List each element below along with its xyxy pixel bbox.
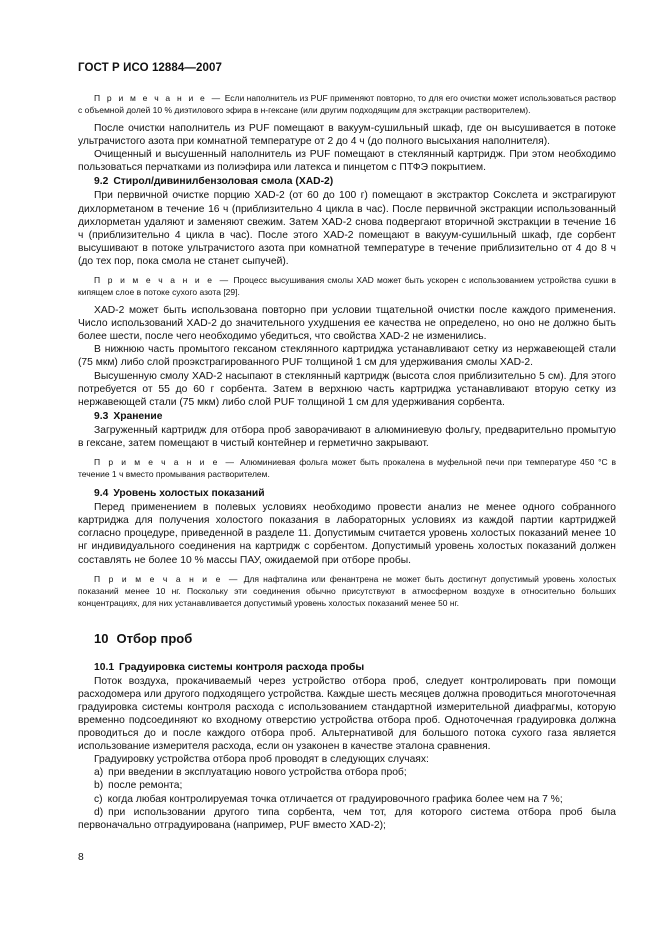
list-item-text: при введении в эксплуатацию нового устройства отбора проб; (108, 767, 407, 779)
calibration-cases-list (78, 766, 616, 831)
note-text: Если наполнитель из PUF применяют повторно, то для его очистки может использоваться раствор с объемной долей 10 % диэтилового эфира в н-гексане (или другим подходящим для экстракции растворителем). (78, 93, 616, 115)
note-text: Алюминиевая фольга может быть прокалена в муфельной печи при температуре 450 °С в течение 1 ч вместо промывания растворителем. (78, 457, 616, 480)
list-item (78, 793, 616, 806)
heading-10-1 (94, 661, 616, 674)
note-1 (78, 92, 616, 116)
paragraph: Высушенную смолу ХАD-2 насыпают в стеклянный картридж (высота слоя приблизительно 5 см). Для этого потребуется от 55 до 60 г сорбента. Затем в верхнюю часть картриджа устанавливают вторую сетку из нержавеющей стали (75 мкм) либо слой PUF толщиной 1 см для удерживания сорбента. (78, 370, 616, 408)
note-label: П р и м е ч а н и е — (94, 93, 223, 103)
paragraph: Поток воздуха, прокачиваемый через устройство отбора проб, следует контролировать при помощи расходомера или другого подходящего устройства. Каждые шесть месяцев должна проводиться многоточечная градуировка системы контроля расхода с использованием стандартной измерительной диафрагмы, которую временно подсоединяют ко входному отверстию устройства отбора проб. Одноточечная градуировка должна проводиться до и после каждого отбора проб. Альтернативой для большого потока сухого газа является использование измерителя расхода, если он узаконен в качестве эталона сравнения. (78, 675, 616, 753)
list-marker: с) (94, 793, 103, 805)
heading-9-4 (94, 487, 616, 500)
list-marker: а) (94, 767, 104, 779)
list-item-text: при использовании другого типа сорбента, чем тот, для которого система отбора проб была первоначально отградуирована (например, PUF вместо ХАD-2); (78, 806, 616, 831)
heading-9-3 (94, 410, 616, 423)
list-item (78, 779, 616, 792)
note-3 (78, 456, 616, 480)
list-marker: d) (94, 806, 104, 818)
heading-number: 9.3 (94, 410, 109, 422)
note-label: П р и м е ч а н и е — (94, 275, 231, 286)
note-text: Для нафталина или фенантрена не может быть достигнут допустимый уровень холостых показаний менее 10 нг. Поскольку эти соединения обычно присутствуют в атмосферном воздухе в относительно больших концентрациях, для них устанавливается допустимый уровень холостых показаний менее 50 нг. (78, 573, 616, 608)
note-label: П р и м е ч а н и е — (94, 573, 240, 584)
list-item-text: после ремонта; (108, 780, 183, 792)
paragraph: Очищенный и высушенный наполнитель из PUF помещают в стеклянный картридж. При этом необходимо пользоваться перчатками из полиэфира или латекса и пинцетом с ПТФЭ покрытием. (78, 149, 616, 174)
section-heading-10 (94, 631, 616, 647)
heading-text: Отбор проб (116, 630, 193, 646)
paragraph: Загруженный картридж для отбора проб заворачивают в алюминиевую фольгу, предварительно промытую в гексане, затем помещают в чистый контейнер и герметично закрывают. (78, 424, 616, 449)
heading-number: 9.4 (94, 488, 109, 500)
page-number: 8 (78, 852, 84, 863)
list-item (78, 806, 616, 832)
heading-9-2 (94, 175, 616, 188)
heading-number: 9.2 (94, 176, 109, 188)
heading-text: Градуировка системы контроля расхода пробы (119, 661, 365, 673)
paragraph: При первичной очистке порцию ХАD-2 (от 60 до 100 г) помещают в экстрактор Сокслета и экстрагируют дихлорметаном в течение 16 ч (приблизительно 4 цикла в час). После первичной экстракции использованный дихлорметан удаляют и заменяют свежим. Затем ХАD-2 снова подвергают вторичной экстракции в течение 16 ч (приблизительно 4 цикла в час). После этого ХАD-2 помещают в вакуум-сушильный шкаф, где сорбент высушивают в потоке ультрачистого азота при комнатной температуре в течение приблизительно от 4 до 8 ч (до тех пор, пока смола не станет сыпучей). (78, 190, 616, 267)
document-header: ГОСТ Р ИСО 12884—2007 (78, 62, 223, 74)
paragraph: Перед применением в полевых условиях необходимо провести анализ не менее одного собранного картриджа для получения холостого показания в лабораторных условиях из каждой партии картриджей согласно процедуре, приведенной в разделе 11. Допустимым считается уровень холостых показаний менее 10 нг индивидуального соединения на картридж с сорбентом. Допустимый уровень холостых показаний должен составлять не более 10 % массы ПАУ, ожидаемой при отборе пробы. (78, 502, 616, 566)
paragraph: ХАD-2 может быть использована повторно при условии тщательной очистки после каждого применения. Число использований ХАD-2 до значительного ухудшения ее качества не определено, но оно не должно быть более шести, после чего необходимо убедиться, что свойства ХАD-2 не изменились. (78, 305, 616, 343)
page-content (78, 62, 616, 832)
note-4 (78, 573, 616, 609)
heading-text: Стирол/дивинилбензоловая смола (ХАD-2) (113, 176, 334, 188)
list-marker: b) (94, 780, 104, 792)
list-item-text: когда любая контролируемая точка отличается от градуировочного графика более чем на 7 %; (107, 793, 563, 805)
heading-text: Хранение (113, 410, 163, 422)
heading-number: 10.1 (94, 661, 115, 673)
paragraph: В нижнюю часть промытого гексаном стеклянного картриджа устанавливают сетку из нержавеющей стали (75 мкм) либо слой проэкстрагированного PUF толщиной 1 см для удерживания смолы ХАD-2. (78, 344, 616, 369)
note-label: П р и м е ч а н и е — (94, 457, 237, 468)
note-text: Процесс высушивания смолы ХАD может быть ускорен с использованием устройства сушки в кипящем слое в потоке сухого азота [29]. (78, 275, 616, 298)
paragraph: После очистки наполнитель из PUF помещают в вакуум-сушильный шкаф, где он высушивается в потоке ультрачистого азота при комнатной температуре от 2 до 4 ч (до полного высыхания наполнителя). (78, 123, 616, 148)
note-2 (78, 274, 616, 298)
paragraph: Градуировку устройства отбора проб проводят в следующих случаях: (94, 754, 429, 766)
list-item (78, 766, 616, 779)
heading-number: 10 (94, 630, 109, 646)
heading-text: Уровень холостых показаний (113, 488, 265, 500)
